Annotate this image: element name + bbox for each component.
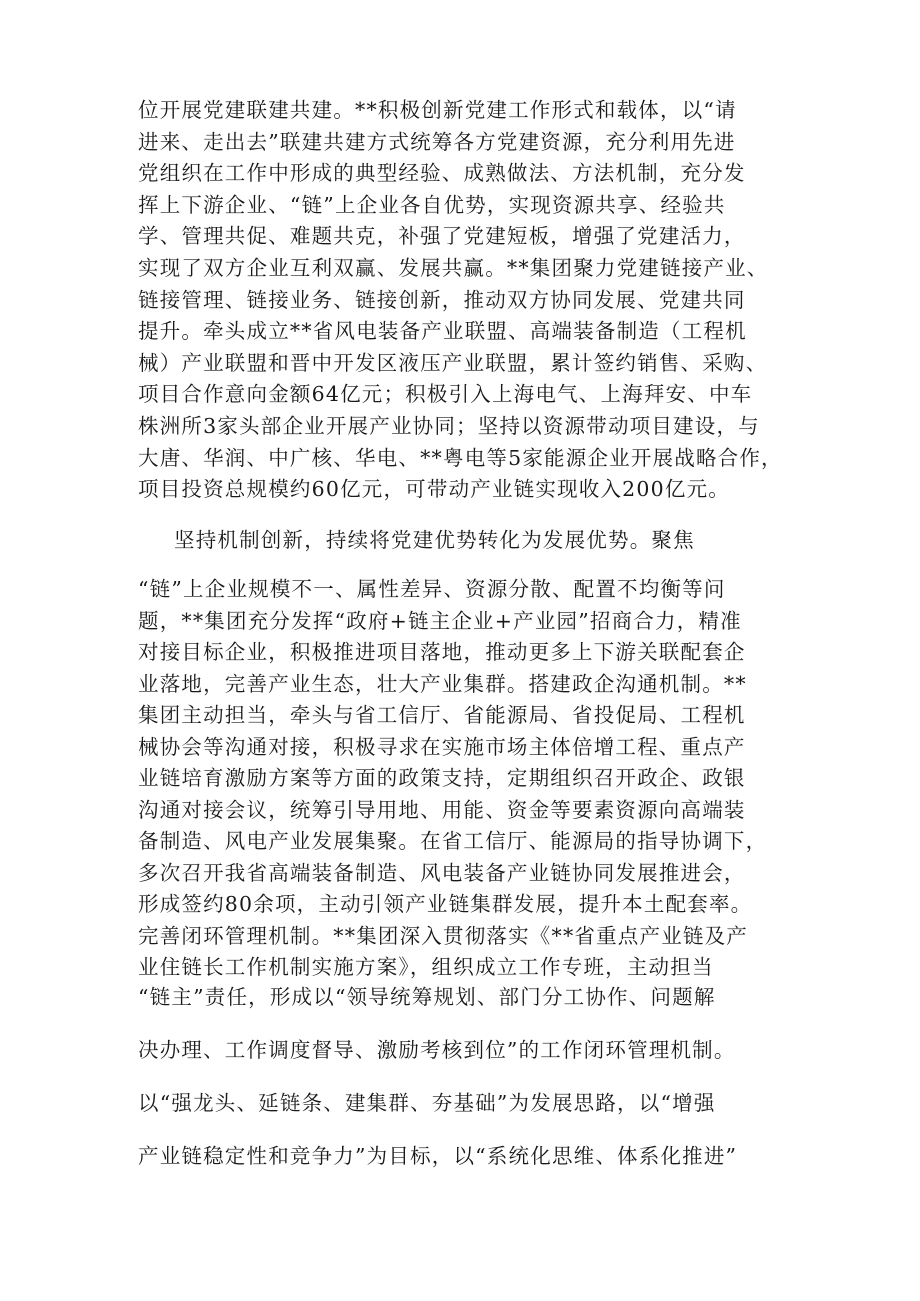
text-line: 题，**集团充分发挥“政府+链主企业+产业园”招商合力，精准 bbox=[138, 608, 742, 633]
text-line: 沟通对接会议，统筹引导用地、用能、资金等要素资源向高端装 bbox=[138, 797, 746, 822]
text-line: 对接目标企业，积极推进项目落地，推动更多上下游关联配套企 bbox=[138, 640, 746, 664]
paragraph-1 bbox=[138, 95, 798, 506]
text-line: 械）产业联盟和晋中开发区液压产业联盟，累计签约销售、采购、 bbox=[138, 350, 768, 375]
text-line: 大唐、华润、中广核、华电、**粤电等5家能源企业开展战略合作， bbox=[138, 445, 783, 470]
text-line: 决办理、工作调度督导、激励考核到位”的工作闭环管理机制。 bbox=[138, 1038, 736, 1062]
text-line: 链接管理、链接业务、链接创新，推动双方协同发展、党建共同 bbox=[138, 287, 746, 312]
text-line: 械协会等沟通对接，积极寻求在实施市场主体倍增工程、重点产 bbox=[138, 734, 746, 759]
text-line: 提升。牵头成立**省风电装备产业联盟、高端装备制造（工程机 bbox=[138, 319, 747, 344]
text-line: 业住链长工作机制实施方案》，组织成立工作专班，主动担当 bbox=[138, 955, 714, 979]
paragraph-2 bbox=[138, 523, 798, 557]
text-line: 位开展党建联建共建。**积极创新党建工作形式和载体，以“请 bbox=[138, 98, 737, 122]
text-line: “链主”责任，形成以“领导统筹规划、部门分工协作、问题解 bbox=[138, 985, 716, 1009]
text-line: 株洲所3家头部企业开展产业协同；坚持以资源带动项目建设，与 bbox=[138, 413, 760, 438]
text-line: 项目投资总规模约60亿元，可带动产业链实现收入200亿元。 bbox=[138, 477, 731, 502]
text-line: 业落地，完善产业生态，壮大产业集群。搭建政企沟通机制。** bbox=[138, 671, 747, 696]
text-line: 坚持机制创新，持续将党建优势转化为发展优势。聚焦 bbox=[174, 528, 695, 552]
paragraph-3 bbox=[138, 574, 798, 984]
text-line: 挥上下游企业、“链”上企业各自优势，实现资源共享、经验共 bbox=[138, 192, 726, 217]
text-line: 备制造、风电产业发展集聚。在省工信厅、能源局的指导协调下， bbox=[138, 829, 768, 853]
text-line: 多次召开我省高端装备制造、风电装备产业链协同发展推进会， bbox=[138, 860, 746, 885]
paragraph-4 bbox=[138, 971, 798, 1183]
text-line: 实现了双方企业互利双赢、发展共赢。**集团聚力党建链接产业、 bbox=[138, 255, 769, 280]
text-line: 业链培育激励方案等方面的政策支持，定期组织召开政企、政银 bbox=[138, 766, 746, 790]
text-line: 学、管理共促、难题共克，补强了党建短板，增强了党建活力， bbox=[138, 224, 746, 249]
text-line: 产业链稳定性和竞争力”为目标，以“系统化思维、体系化推进” bbox=[138, 1144, 738, 1168]
text-line: 完善闭环管理机制。**集团深入贯彻落实《**省重点产业链及产 bbox=[138, 923, 748, 948]
text-line: 集团主动担当，牵头与省工信厅、省能源局、省投促局、工程机 bbox=[138, 703, 746, 727]
text-line: 进来、走出去”联建共建方式统筹各方党建资源，充分利用先进 bbox=[138, 129, 736, 154]
text-line: 以“强龙头、延链条、建集群、夯基础”为发展思路，以“增强 bbox=[138, 1091, 716, 1115]
text-line: 党组织在工作中形成的典型经验、成熟做法、方法机制，充分发 bbox=[138, 161, 746, 186]
text-line: 项目合作意向金额64亿元；积极引入上海电气、上海拜安、中车 bbox=[138, 382, 753, 407]
text-line: “链”上企业规模不一、属性差异、资源分散、配置不均衡等问 bbox=[138, 577, 726, 601]
text-line: 形成签约80余项，主动引领产业链集群发展，提升本土配套率。 bbox=[138, 892, 753, 916]
